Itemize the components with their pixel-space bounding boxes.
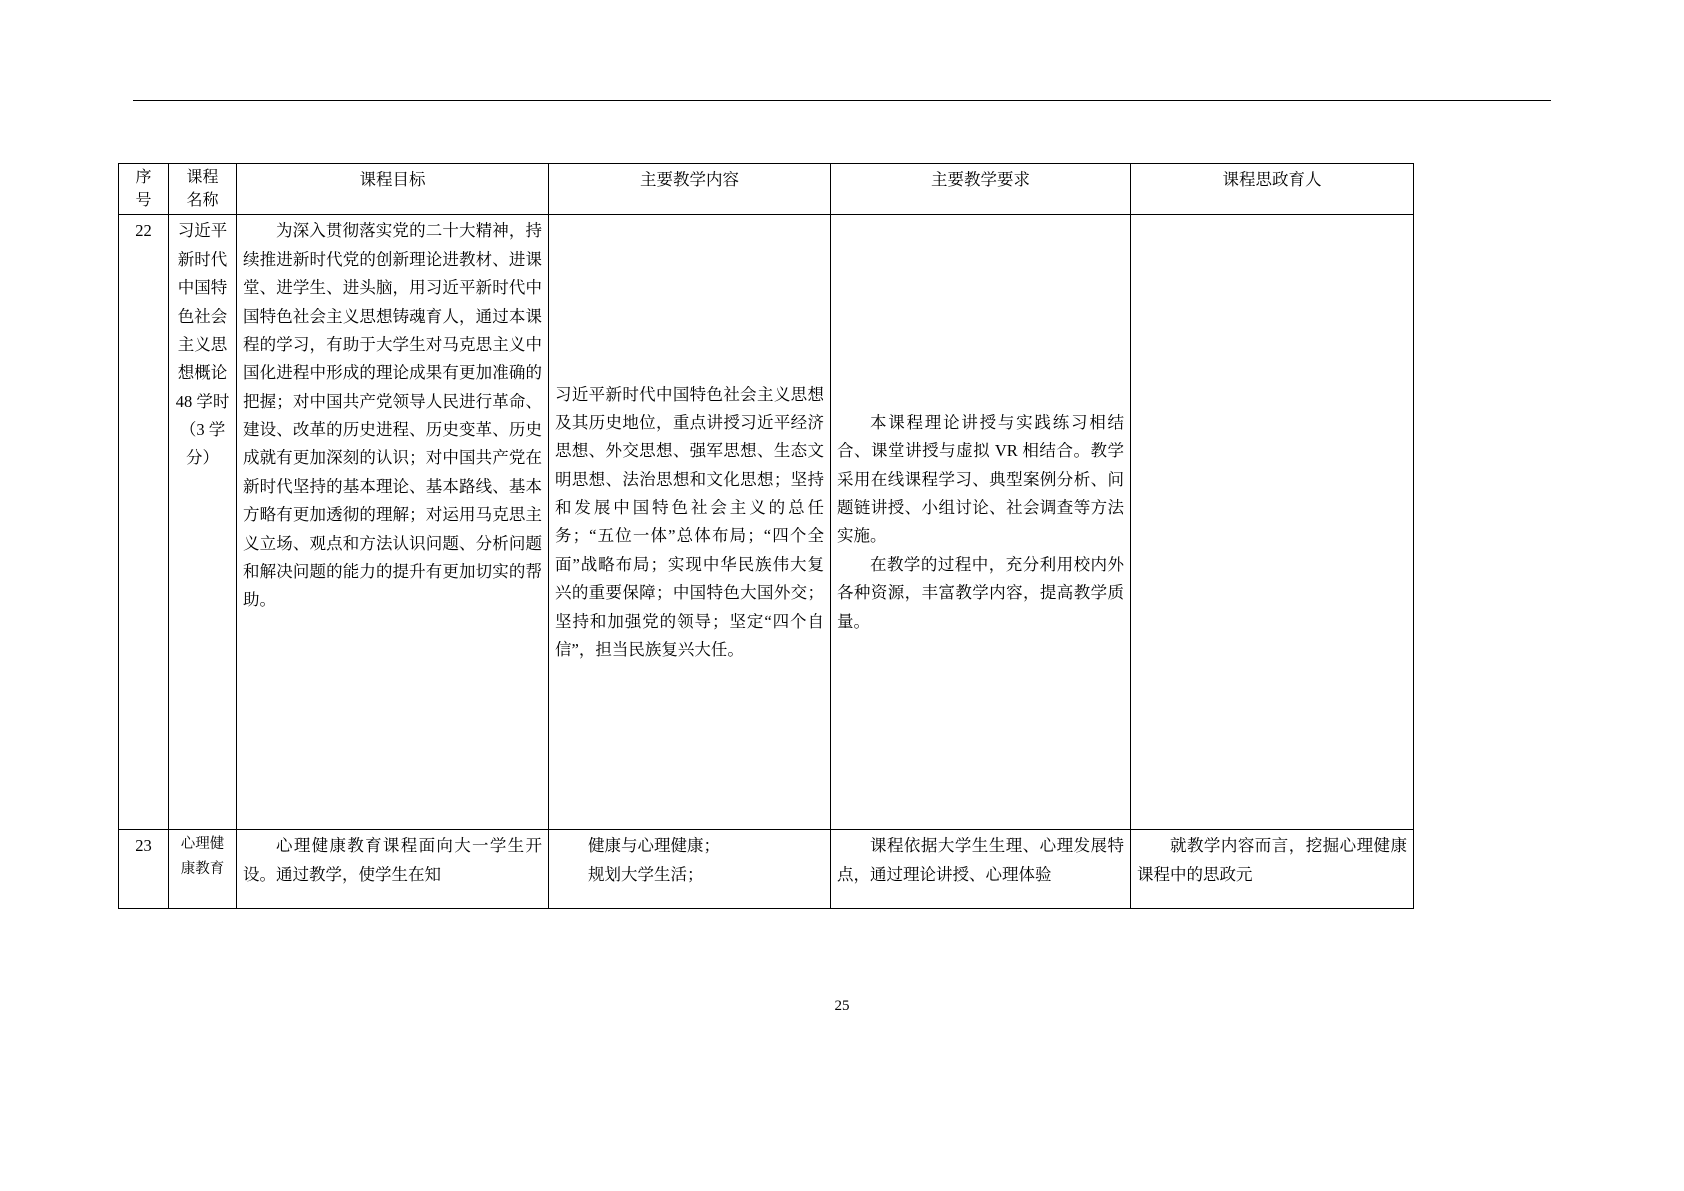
row-main-requirement-text: 课程依据大学生生理、心理发展特点，通过理论讲授、心理体验 bbox=[837, 836, 1124, 884]
column-header-main-requirement: 主要教学要求 bbox=[831, 164, 1131, 215]
table-row bbox=[119, 830, 1414, 909]
table-header-row bbox=[119, 164, 1414, 215]
row-ideological-education bbox=[1131, 215, 1414, 830]
column-header-course-name-line2: 名称 bbox=[186, 192, 219, 210]
column-header-course-goal: 课程目标 bbox=[237, 164, 549, 215]
column-header-main-content: 主要教学内容 bbox=[549, 164, 831, 215]
row-main-content bbox=[549, 215, 831, 830]
row-main-content-text-2: 规划大学生活； bbox=[588, 864, 704, 884]
column-header-ideological-education: 课程思政育人 bbox=[1131, 164, 1414, 215]
table-row bbox=[119, 215, 1414, 830]
course-table-container bbox=[118, 163, 1413, 909]
row-number: 23 bbox=[119, 830, 169, 909]
row-main-requirement-text-1: 本课程理论讲授与实践练习相结合、课堂讲授与虚拟 VR 相结合。教学采用在线课程学习、典型案例分析、问题链讲授、小组讨论、社会调查等方法实施。 bbox=[837, 412, 1124, 546]
row-main-requirement-text-2: 在教学的过程中，充分利用校内外各种资源，丰富教学内容，提高教学质量。 bbox=[837, 554, 1124, 631]
row-ideological-education bbox=[1131, 830, 1414, 909]
column-header-course-name-line1: 课程 bbox=[186, 169, 219, 186]
row-main-content-text-1: 健康与心理健康； bbox=[588, 836, 720, 856]
column-header-number bbox=[119, 164, 169, 215]
row-main-content-text: 习近平新时代中国特色社会主义思想及其历史地位，重点讲授习近平经济思想、外交思想、强军思想、生态文明思想、法治思想和文化思想；坚持和发展中国特色社会主义的总任务；“五位一体”总体布局；“四个全面”战略布局；实现中华民族伟大复兴的重要保障；中国特色大国外交；坚持和加强党的领导；坚定“四个自信”，担当民族复兴大任。 bbox=[555, 384, 824, 659]
row-course-goal-text: 心理健康教育课程面向大一学生开设。通过教学，使学生在知 bbox=[243, 836, 542, 884]
row-course-name: 习近平新时代中国特色社会主义思想概论 48 学时（3 学分） bbox=[169, 215, 237, 830]
row-course-name: 心理健康教育 bbox=[169, 830, 237, 909]
row-course-goal bbox=[237, 830, 549, 909]
row-course-goal-text: 为深入贯彻落实党的二十大精神，持续推进新时代党的创新理论进教材、进课堂、进学生、进头脑，用习近平新时代中国特色社会主义思想铸魂育人，通过本课程的学习，有助于大学生对马克思主义中国化进程中形成的理论成果有更加准确的把握；对中国共产党领导人民进行革命、建设、改革的历史进程、历史变革、历史成就有更加深刻的认识；对中国共产党在新时代坚持的基本理论、基本路线、基本方略有更加透彻的理解；对运用马克思主义立场、观点和方法认识问题、分析问题和解决问题的能力的提升有更加切实的帮助。 bbox=[243, 221, 542, 610]
column-header-course-name bbox=[169, 164, 237, 215]
row-main-requirement bbox=[831, 215, 1131, 830]
header-divider-rule bbox=[133, 100, 1551, 101]
row-main-content bbox=[549, 830, 831, 909]
row-course-goal bbox=[237, 215, 549, 830]
row-number: 22 bbox=[119, 215, 169, 830]
row-ideological-education-text: 就教学内容而言，挖掘心理健康课程中的思政元 bbox=[1137, 836, 1407, 884]
column-header-number-line1: 序 bbox=[135, 169, 152, 186]
column-header-number-line2: 号 bbox=[135, 192, 152, 210]
page-number: 25 bbox=[834, 998, 850, 1014]
course-outline-table bbox=[118, 163, 1414, 909]
row-main-requirement bbox=[831, 830, 1131, 909]
